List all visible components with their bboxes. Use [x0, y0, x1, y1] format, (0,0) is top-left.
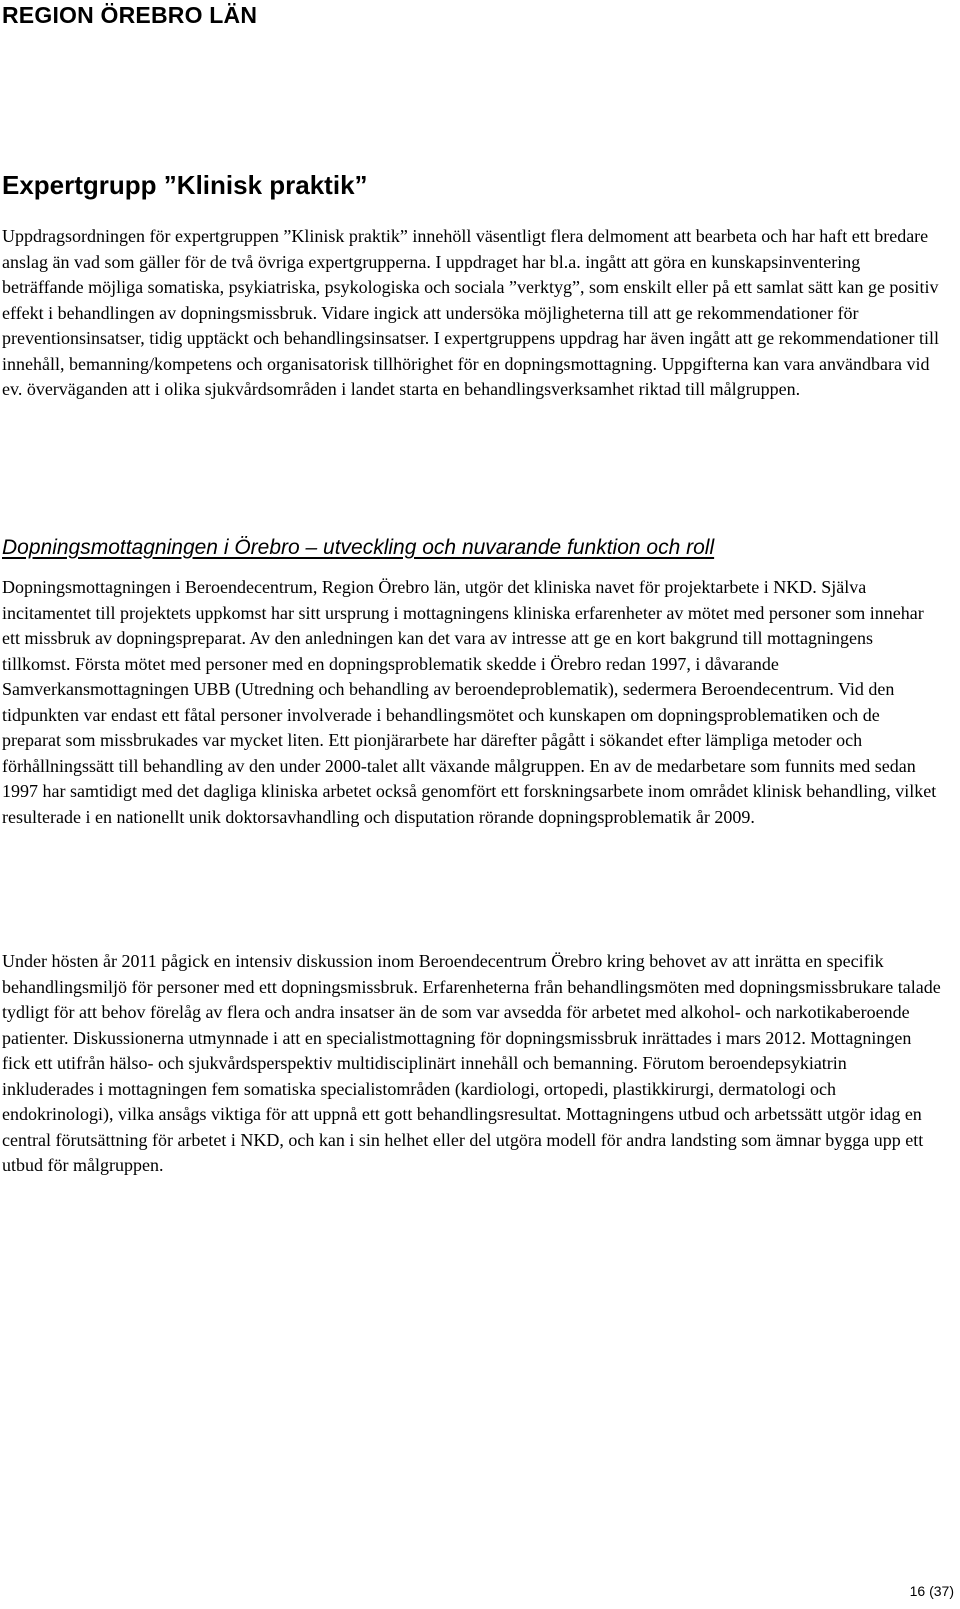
page-number: 16 (37) — [909, 1583, 954, 1599]
subsection-paragraph-1: Dopningsmottagningen i Beroendecentrum, Region Örebro län, utgör det kliniska navet för projektarbete i NKD. Själva incitamentet till projektets uppkomst har sitt ursprung i mottagningens kliniska erfarenheter av mötet med personer som innehar ett missbruk av dopningspreparat. Av den anledningen kan det vara av intresse att ge en kort bakgrund till mottagningens tillkomst. Första mötet med personer med en dopningsproblematik skedde i Örebro redan 1997, i dåvarande Samverkansmottagningen UBB (Utredning och behandling av beroendeproblematik), sedermera Beroendecentrum. Vid den tidpunkten var endast ett fåtal personer involverade i behandlingsmötet och kunskapen om dopningsproblematiken och de preparat som missbrukades var mycket liten. Ett pionjärarbete har därefter pågått i sökandet efter lämpliga metoder och förhållningssätt till behandling av den under 2000-talet allt växande målgruppen. En av de medarbetare som funnits med sedan 1997 har samtidigt med det dagliga kliniska arbetet också genomfört ett forskningsarbete inom området klinisk behandling, vilket resulterade i en nationellt unik doktorsavhandling och disputation rörande dopningsproblematik år 2009. — [2, 577, 937, 827]
subsection-title: Dopningsmottagningen i Örebro – utveckling och nuvarande funktion och roll — [2, 536, 715, 559]
section-paragraph: Uppdragsordningen för expertgruppen ”Klinisk praktik” innehöll väsentligt flera delmoment att bearbeta och har haft ett bredare anslag än vad som gäller för de två övriga expertgrupperna. I uppdraget har bl.a. ingått att göra en kunskapsinventering beträffande möjliga somatiska, psykiatriska, psykologiska och sociala ”verktyg”, som enskilt eller på ett samlat sätt kan ge positiv effekt i behandlingen av dopningsmissbruk. Vidare ingick att undersöka möjligheterna till att ge rekommendationer för preventionsinsatser, tidig upptäckt och behandlingsinsatser. I expertgruppens uppdrag har även ingått att ge rekommendationer till innehåll, bemanning/kompetens och organisatorisk tillhörighet för en dopningsmottagning. Uppgifterna kan vara användbara vid ev. överväganden att i olika sjukvårdsområden i landet starta en behandlingsverksamhet riktad till målgruppen. — [2, 226, 940, 399]
subsection-paragraph-2: Under hösten år 2011 pågick en intensiv diskussion inom Beroendecentrum Örebro kring behovet av att inrätta en specifik behandlingsmiljö för personer med ett dopningsmissbruk. Erfarenheterna från behandlingsmöten med dopningsmissbrukare talade tydligt för att behov förelåg av flera och andra insatser än de som var avsedda för arbetet med alkohol- och narkotikaberoende patienter. Diskussionerna utmynnade i att en specialistmottagning för dopningsmissbruk inrättades i mars 2012. Mottagningen fick ett utifrån hälso- och sjukvårdsperspektiv multidisciplinärt innehåll och bemanning. Förutom beroendepsykiatrin inkluderades i mottagningen fem somatiska specialistområden (kardiologi, ortopedi, plastikkirurgi, dermatologi och endokrinologi), vilka ansågs viktiga för att uppnå ett gott behandlingsresultat. Mottagningens utbud och arbetssätt utgör idag en central förutsättning för arbetet i NKD, och kan i sin helhet eller del utgöra modell för andra landsting som ämnar bygga upp ett utbud för målgruppen. — [2, 951, 941, 1175]
section-title: Expertgrupp ”Klinisk praktik” — [2, 170, 368, 200]
organization-header: REGION ÖREBRO LÄN — [2, 2, 258, 28]
